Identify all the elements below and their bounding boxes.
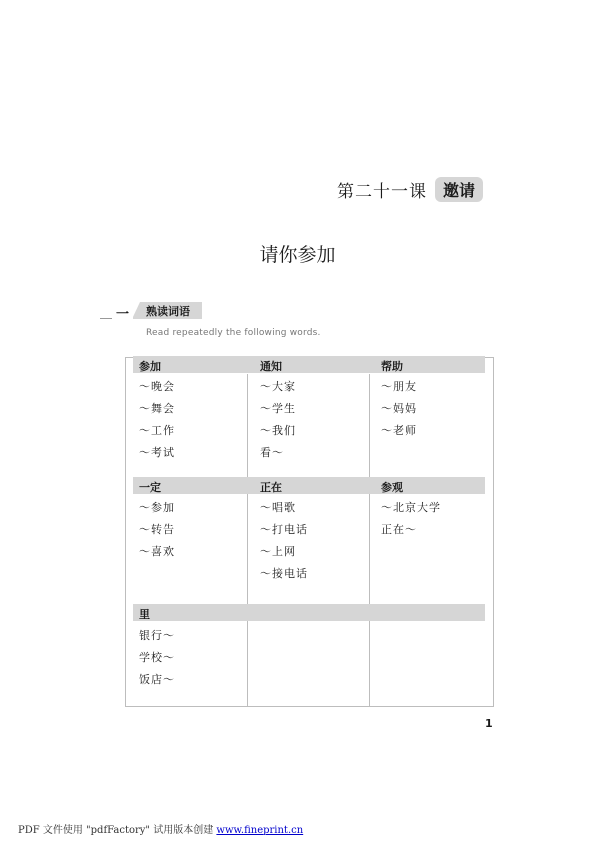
vocab-item: ～工作 <box>139 424 175 437</box>
group-items <box>381 376 417 442</box>
group-items <box>260 497 308 585</box>
group-header: 里 <box>139 608 150 621</box>
group-header: 参加 <box>139 360 161 373</box>
header-band <box>133 356 485 373</box>
vocab-item: ～妈妈 <box>381 402 417 415</box>
header-band <box>133 604 485 621</box>
section-instruction: Read repeatedly the following words. <box>146 328 321 338</box>
group-items <box>139 376 175 464</box>
vocab-item: 学校～ <box>139 651 175 664</box>
page-number: 1 <box>485 717 493 730</box>
vocab-item: ～考试 <box>139 446 175 459</box>
footer-text: PDF 文件使用 "pdfFactory" 试用版本创建 <box>18 825 214 836</box>
column-divider <box>369 374 370 707</box>
text-title: 请你参加 <box>259 244 336 266</box>
group-header: 帮助 <box>381 360 403 373</box>
section-number: 一 <box>112 303 133 322</box>
group-items <box>139 497 175 563</box>
section-title: 熟读词语 <box>146 305 190 318</box>
group-header: 通知 <box>260 360 282 373</box>
vocab-item: ～转告 <box>139 523 175 536</box>
vocab-item: ～参加 <box>139 501 175 514</box>
header-band <box>133 477 485 494</box>
vocab-item: 银行～ <box>139 629 175 642</box>
vocab-item: ～舞会 <box>139 402 175 415</box>
vocab-item: ～上网 <box>260 545 296 558</box>
group-items <box>260 376 296 464</box>
vocab-item: 看～ <box>260 446 284 459</box>
group-items <box>381 497 441 541</box>
vocab-item: 正在～ <box>381 523 417 536</box>
vocab-item: ～晚会 <box>139 380 175 393</box>
vocab-item: ～大家 <box>260 380 296 393</box>
group-header: 参观 <box>381 481 403 494</box>
vocab-item: ～接电话 <box>260 567 308 580</box>
group-header: 正在 <box>260 481 282 494</box>
vocab-item: ～朋友 <box>381 380 417 393</box>
lesson-heading <box>337 176 483 202</box>
lesson-number: 第二十一课 <box>337 181 427 202</box>
vocab-item: ～唱歌 <box>260 501 296 514</box>
vocab-item: ～北京大学 <box>381 501 441 514</box>
vocab-item: 饭店～ <box>139 673 175 686</box>
vocab-item: ～学生 <box>260 402 296 415</box>
pdf-footer <box>18 821 303 836</box>
vocab-item: ～老师 <box>381 424 417 437</box>
footer-link[interactable]: www.fineprint.cn <box>216 825 304 836</box>
vocab-item: ～打电话 <box>260 523 308 536</box>
vocab-item: ～我们 <box>260 424 296 437</box>
vocab-item: ～喜欢 <box>139 545 175 558</box>
group-items <box>139 625 175 691</box>
lesson-title-badge: 邀请 <box>435 177 483 202</box>
group-header: 一定 <box>139 481 161 494</box>
column-divider <box>247 374 248 707</box>
